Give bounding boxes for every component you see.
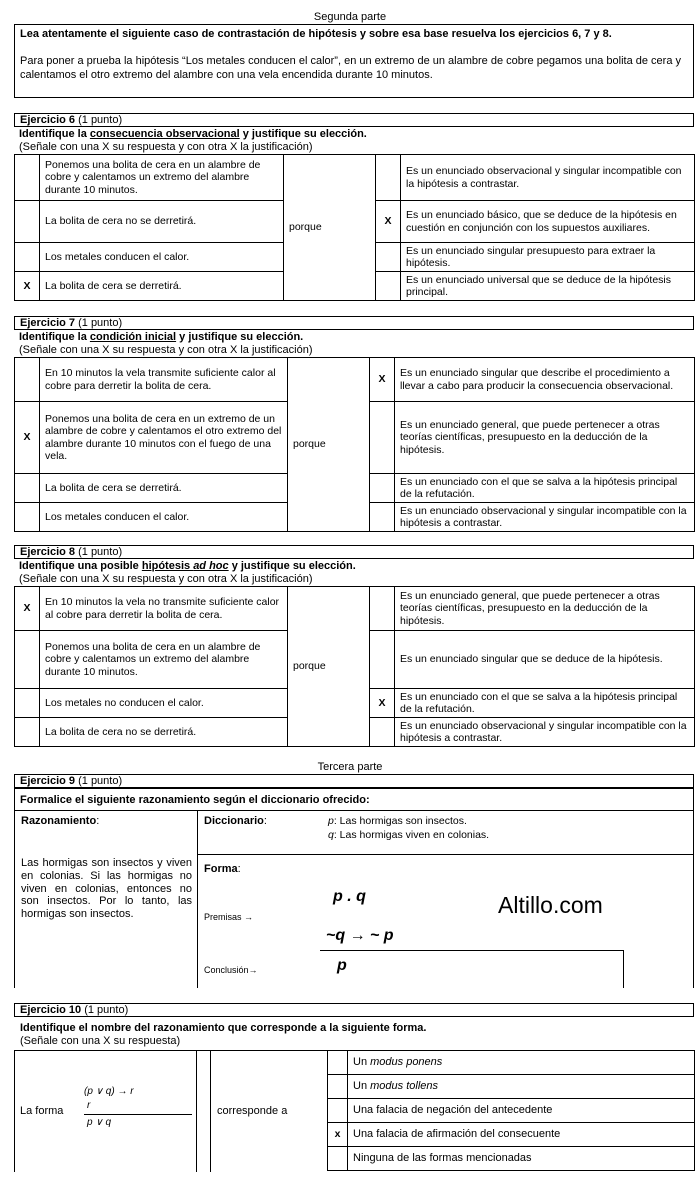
ej7-right-mark-0[interactable]: X: [370, 358, 395, 402]
ej10-options-table: [327, 1050, 695, 1171]
ej10-mark-1[interactable]: [328, 1075, 348, 1099]
ej7-right-option-2: Es un enunciado con el que se salva a la hipótesis principal de la refutación.: [395, 474, 695, 503]
ej6-left-option-3: La bolita de cera se derretirá.: [40, 272, 284, 301]
ej10-la-forma: La forma: [20, 1105, 64, 1117]
ej7-right-mark-2[interactable]: [370, 474, 395, 503]
ej8-right-option-2: Es un enunciado con el que se salva a la hipótesis principal de la refutación.: [395, 689, 695, 718]
ej7-right-option-1: Es un enunciado general, que puede pertenecer a otras teorías científicas, presupuesto en la deducción de la hipótesis.: [395, 402, 695, 474]
ej8-instruction: Identifique una posible hipótesis ad hoc y justifique su elección.: [19, 560, 356, 572]
ej10-option-1: Un modus tollens: [348, 1075, 695, 1099]
ej9-header-box: [14, 774, 694, 788]
ej10-header-box: [14, 1003, 694, 1017]
ej6-left-option-0: Ponemos una bolita de cera en un alambre de cobre y calentamos un extremo del alambre durante 10 minutos.: [40, 155, 284, 201]
ej9-forma-label: Forma:: [204, 863, 241, 875]
ej9-razonamiento-label: Razonamiento:: [21, 815, 100, 827]
ej8-right-option-1: Es un enunciado singular que se deduce de la hipótesis.: [395, 631, 695, 689]
ej7-instruction: Identifique la condición inicial y justifique su elección.: [19, 331, 304, 343]
ej8-left-mark-1[interactable]: [15, 631, 40, 689]
ej9-dict-q: q: Las hormigas viven en colonias.: [328, 829, 490, 841]
ej10-mark-2[interactable]: [328, 1099, 348, 1123]
segunda-parte-title: Segunda parte: [313, 11, 387, 23]
ej8-right-mark-3[interactable]: [370, 718, 395, 747]
ej10-mark-0[interactable]: [328, 1051, 348, 1075]
ej7-left-mark-0[interactable]: [15, 358, 40, 402]
ej9-title: Ejercicio 9 (1 punto): [20, 775, 123, 787]
ej7-left-mark-2[interactable]: [15, 474, 40, 503]
ej10-divider-a: [196, 1050, 197, 1172]
ej6-right-option-3: Es un enunciado universal que se deduce de la hipótesis principal.: [401, 272, 695, 301]
ej7-right-mark-3[interactable]: [370, 503, 395, 532]
ej7-left-option-1: Ponemos una bolita de cera en un extremo de un alambre de cobre y calentamos el otro extremo del alambre durante 10 minutos con el fuego de una vela.: [40, 402, 288, 474]
case-intro-text: Para poner a prueba la hipótesis “Los metales conducen el calor”, en un extremo de un alambre de cobre pegamos una bolita de cera y calentamos el otro extremo del alambre con una vela encendida durante 10 minutos.: [20, 55, 682, 81]
ej6-table: [14, 154, 695, 301]
ej6-right-mark-2[interactable]: [376, 243, 401, 272]
ej9-diccionario-label: Diccionario:: [204, 815, 267, 827]
ej8-table: [14, 586, 695, 747]
ej6-right-mark-1[interactable]: X: [376, 201, 401, 243]
ej10-option-3: Una falacia de afirmación del consecuente: [348, 1123, 695, 1147]
ej7-right-option-3: Es un enunciado observacional y singular incompatible con la hipótesis a contrastar.: [395, 503, 695, 532]
ej8-right-mark-2[interactable]: X: [370, 689, 395, 718]
ej8-porque: porque: [288, 587, 370, 747]
ej6-note: (Señale con una X su respuesta y con otra X la justificación): [19, 141, 313, 153]
ej6-left-mark-0[interactable]: [15, 155, 40, 201]
ej10-option-2: Una falacia de negación del antecedente: [348, 1099, 695, 1123]
ej10-corresponde: corresponde a: [217, 1105, 288, 1117]
ej8-left-option-0: En 10 minutos la vela no transmite suficiente calor al cobre para derretir la bolita de cera.: [40, 587, 288, 631]
ej7-right-mark-1[interactable]: [370, 402, 395, 474]
ej6-right-option-1: Es un enunciado básico, que se deduce de la hipótesis en cuestión en conjunción con los supuestos auxiliares.: [401, 201, 695, 243]
ej9-inner-top-rule: [14, 810, 694, 811]
ej10-note: (Señale con una X su respuesta): [20, 1035, 181, 1047]
ej9-conclusion-label: Conclusión→: [204, 965, 258, 975]
ej7-right-option-0: Es un enunciado singular que describe el procedimiento a llevar a cabo para producir la consecuencia observacional.: [395, 358, 695, 402]
ej6-left-mark-3[interactable]: X: [15, 272, 40, 301]
ej7-left-option-2: La bolita de cera se derretirá.: [40, 474, 288, 503]
ej9-premise-2: ~q → ~ p: [326, 927, 394, 944]
ej6-right-option-2: Es un enunciado singular presupuesto para extraer la hipótesis.: [401, 243, 695, 272]
ej10-inference-line: [84, 1114, 192, 1115]
ej10-title: Ejercicio 10 (1 punto): [20, 1004, 129, 1016]
ej7-left-option-0: En 10 minutos la vela transmite suficiente calor al cobre para derretir la bolita de cera.: [40, 358, 288, 402]
ej7-title: Ejercicio 7 (1 punto): [20, 317, 123, 329]
ej8-right-option-3: Es un enunciado observacional y singular incompatible con la hipótesis a contrastar.: [395, 718, 695, 747]
ej8-left-mark-2[interactable]: [15, 689, 40, 718]
ej10-mark-3[interactable]: x: [328, 1123, 348, 1147]
ej8-note: (Señale con una X su respuesta y con otra X la justificación): [19, 573, 313, 585]
ej6-left-option-1: La bolita de cera no se derretirá.: [40, 201, 284, 243]
ej9-dict-p: p: Las hormigas son insectos.: [328, 815, 467, 827]
ej9-premise-1: p . q: [333, 888, 366, 905]
case-intro-box: [14, 24, 694, 98]
ej10-conclusion: p ∨ q: [87, 1117, 111, 1128]
ej10-left-edge: [14, 1050, 15, 1172]
ej10-premise-2: r: [87, 1100, 91, 1111]
ej10-divider-b: [210, 1050, 211, 1172]
ej9-conclusion-line: [320, 950, 624, 951]
ej6-left-mark-1[interactable]: [15, 201, 40, 243]
ej6-right-mark-0[interactable]: [376, 155, 401, 201]
ej10-instruction: Identifique el nombre del razonamiento que corresponde a la siguiente forma.: [20, 1022, 427, 1034]
ej8-title: Ejercicio 8 (1 punto): [20, 546, 123, 558]
ej6-instruction: Identifique la consecuencia observacional y justifique su elección.: [19, 128, 367, 140]
ej9-razonamiento-text: Las hormigas son insectos y viven en colonias. Si las hormigas no viven en colonias, entonces no son insectos. Por lo tanto, las hormigas son insectos.: [21, 857, 192, 921]
ej7-left-mark-1[interactable]: X: [15, 402, 40, 474]
ej9-instruction: Formalice el siguiente razonamiento según el diccionario ofrecido:: [20, 794, 370, 806]
ej7-table: [14, 357, 695, 532]
tercera-parte-title: Tercera parte: [317, 761, 383, 773]
ej7-left-mark-3[interactable]: [15, 503, 40, 532]
ej10-top-rule: [14, 1050, 327, 1051]
ej8-left-mark-0[interactable]: X: [15, 587, 40, 631]
ej8-left-mark-3[interactable]: [15, 718, 40, 747]
ej9-premisas-label: Premisas →: [204, 912, 254, 922]
ej7-left-option-3: Los metales conducen el calor.: [40, 503, 288, 532]
ej7-header-box: [14, 316, 694, 330]
ej10-option-0: Un modus ponens: [348, 1051, 695, 1075]
ej7-note: (Señale con una X su respuesta y con otra X la justificación): [19, 344, 313, 356]
ej9-conclusion-box-edge: [623, 950, 624, 988]
ej6-header-box: [14, 113, 694, 127]
case-intro-heading: Lea atentamente el siguiente caso de contrastación de hipótesis y sobre esa base resuelva los ejercicios 6, 7 y 8.: [20, 28, 612, 40]
ej10-premise-1: (p ∨ q) → r: [84, 1086, 134, 1097]
ej8-right-mark-1[interactable]: [370, 631, 395, 689]
ej6-porque: porque: [284, 155, 376, 301]
ej8-right-option-0: Es un enunciado general, que puede pertenecer a otras teorías científicas, presupuesto en la deducción de la hipótesis.: [395, 587, 695, 631]
ej6-left-mark-2[interactable]: [15, 243, 40, 272]
ej6-right-mark-3[interactable]: [376, 272, 401, 301]
ej6-title: Ejercicio 6 (1 punto): [20, 114, 123, 126]
ej8-header-box: [14, 545, 694, 559]
ej6-left-option-2: Los metales conducen el calor.: [40, 243, 284, 272]
altillo-watermark: Altillo.com: [498, 892, 603, 918]
ej8-left-option-2: Los metales no conducen el calor.: [40, 689, 288, 718]
ej8-left-option-3: La bolita de cera no se derretirá.: [40, 718, 288, 747]
ej9-conclusion: p: [337, 957, 347, 974]
ej9-dict-divider: [197, 854, 694, 855]
ej10-option-4: Ninguna de las formas mencionadas: [348, 1147, 695, 1171]
ej10-mark-4[interactable]: [328, 1147, 348, 1171]
ej9-column-divider: [197, 810, 198, 988]
ej7-porque: porque: [288, 358, 370, 532]
ej6-right-option-0: Es un enunciado observacional y singular incompatible con la hipótesis a contrastar.: [401, 155, 695, 201]
ej8-right-mark-0[interactable]: [370, 587, 395, 631]
ej8-left-option-1: Ponemos una bolita de cera en un alambre de cobre y calentamos un extremo del alambre durante 10 minutos.: [40, 631, 288, 689]
